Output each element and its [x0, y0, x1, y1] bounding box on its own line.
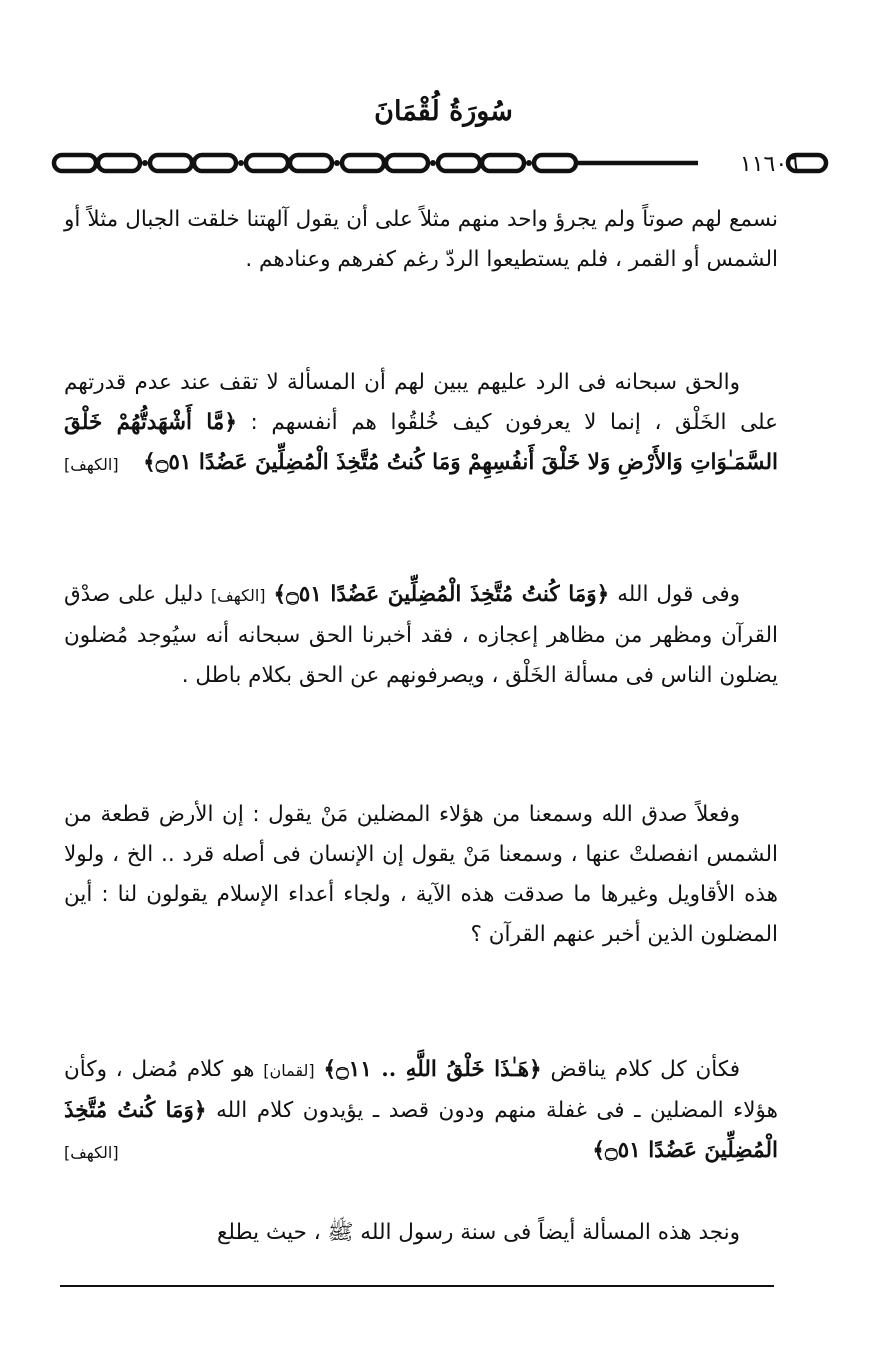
border-dot [334, 160, 340, 166]
border-link [246, 155, 288, 171]
paragraph-6 [64, 1213, 778, 1253]
border-link [54, 155, 96, 171]
surah-title: سُورَةُ لُقْمَانَ [374, 96, 513, 127]
border-dot [238, 160, 244, 166]
paragraph-text: وفى قول الله [617, 582, 740, 607]
border-link [438, 155, 480, 171]
surah-reference: [الكهف] [64, 1143, 119, 1162]
ornamental-border [50, 150, 830, 176]
surah-reference: [لقمان] [263, 1061, 315, 1080]
paragraph-text: وفعلاً صدق الله وسمعنا من هؤلاء المضلين مَنْ يقول : إن الأرض قطعة من الشمس انفصلتْ عنها ، وسمعنا مَنْ يقول إن الإنسان فى أصله قرد .. الخ ، ولولا هذه الأقاويل وغيرها ما صدقت هذه الآية ، ولجاء أعداء الإسلام يقولون لنا : أين المضلون الذين أخبر عنهم القرآن ؟ [64, 802, 778, 947]
surah-reference: [الكهف] [210, 586, 266, 605]
border-dot [430, 160, 436, 166]
paragraph-2 [64, 363, 778, 485]
paragraph-text: هو كلام مُضل ، وكأن هؤلاء المضلين ـ فى غفلة منهم ودون قصد ـ يؤيدون كلام الله [64, 1057, 778, 1123]
border-link [194, 155, 236, 171]
quran-verse: ﴿مَّا أَشْهَدتُّهُمْ خَلْقَ السَّمَـٰوَاتِ وَالأَرْضِ وَلا خَلْقَ أَنفُسِهِمْ وَمَا كُنتُ مُتَّخِذَ الْمُضِلِّينَ عَضُدًا ۝٥١﴾ [64, 410, 778, 475]
border-link [482, 155, 524, 171]
quran-verse: ﴿وَمَا كُنتُ مُتَّخِذَ الْمُضِلِّينَ عَضُدًا ۝٥١﴾ [273, 582, 610, 607]
footer-rule [60, 1285, 774, 1287]
paragraph-text: فكأن كل كلام يناقض [550, 1057, 740, 1082]
surah-reference: [الكهف] [64, 455, 119, 474]
paragraph-1 [64, 200, 778, 280]
border-link [534, 155, 576, 171]
paragraph-text: دليل على صدْق القرآن ومظهر من مظاهر إعجازه ، فقد أخبرنا الحق سبحانه أنه سيُوجد مُضلون يضلون الناس فى مسألة الخَلْق ، ويصرفونهم عن الحق بكلام باطل . [64, 582, 778, 688]
border-dot [526, 160, 532, 166]
border-link [290, 155, 332, 171]
paragraph-3 [64, 575, 778, 696]
border-dot [142, 160, 148, 166]
border-link [150, 155, 192, 171]
paragraph-text: والحق سبحانه فى الرد عليهم يبين لهم أن المسألة لا تقف عند عدم قدرتهم على الخَلْق ، إنما لا يعرفون كيف خُلقُوا هم أنفسهم : [64, 370, 778, 435]
quran-verse: ﴿وَمَا كُنتُ مُتَّخِذَ الْمُضِلِّينَ عَضُدًا ۝٥١﴾ [64, 1098, 778, 1163]
paragraph-text: نسمع لهم صوتاً ولم يجرؤ واحد منهم مثلاً على أن يقول آلهتنا خلقت الجبال مثلاً أو الشمس أو القمر ، فلم يستطيعوا الردّ رغم كفرهم وعنادهم . [64, 207, 778, 272]
paragraph-5 [64, 1050, 778, 1173]
border-link [386, 155, 428, 171]
page-number: ١١٦٠٦ [739, 152, 799, 177]
border-link [98, 155, 140, 171]
border-link [342, 155, 384, 171]
paragraph-4 [64, 795, 778, 955]
quran-verse: ﴿هَـٰذَا خَلْقُ اللَّهِ .. ۝١١﴾ [323, 1057, 542, 1082]
paragraph-text: ونجد هذه المسألة أيضاً فى سنة رسول الله ﷺ ، حيث يطلع [216, 1220, 740, 1245]
